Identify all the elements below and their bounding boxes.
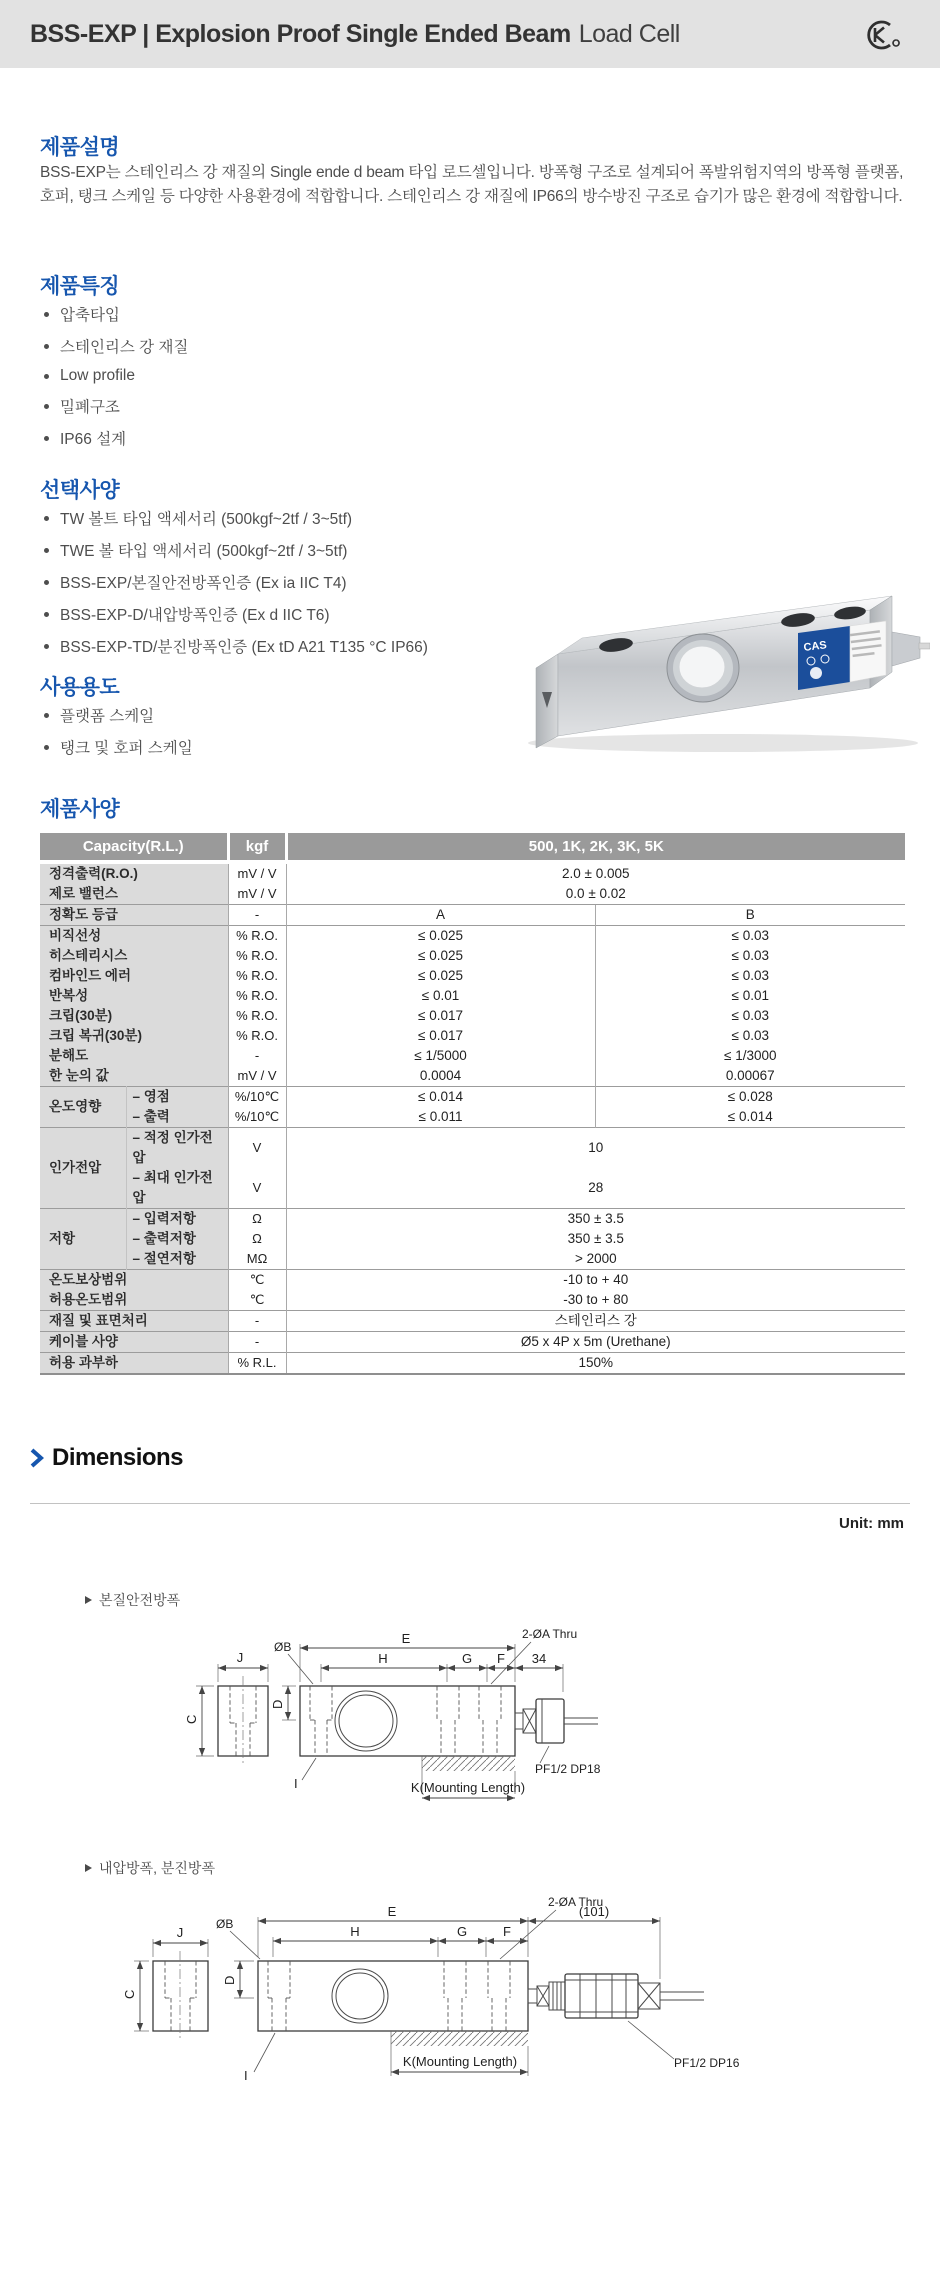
dim-label-c: C	[122, 1989, 137, 1999]
row-value: -10 to + 40	[286, 1270, 905, 1291]
bullet-icon	[44, 374, 49, 379]
row-unit: Ω	[228, 1209, 286, 1230]
row-label: 허용온도범위	[40, 1290, 228, 1311]
row-unit: mV / V	[228, 1066, 286, 1087]
list-item	[44, 427, 188, 449]
row-value: 0.0 ± 0.02	[565, 886, 626, 901]
table-row	[40, 1229, 905, 1249]
row-label: 컴바인드 에러	[40, 966, 228, 986]
row-value-b: ≤ 0.028	[595, 1087, 905, 1108]
page-title-model: BSS-EXP | Explosion Proof Single Ended Beam	[30, 19, 571, 48]
table-row	[40, 1168, 905, 1209]
list-item	[44, 395, 188, 417]
list-item-text: Low profile	[60, 367, 135, 384]
row-value-a: ≤ 0.011	[418, 1109, 463, 1124]
row-label: 정확도 등급	[40, 905, 228, 926]
unit-label: Unit: mm	[839, 1515, 904, 1532]
row-label: 온도보상범위	[40, 1270, 228, 1291]
dim-label-e: E	[401, 1631, 411, 1646]
row-unit: mV / V	[228, 862, 286, 884]
bullet-icon	[44, 580, 49, 585]
row-unit: ℃	[228, 1270, 286, 1291]
row-label: 비직선성	[40, 926, 228, 947]
end-view	[122, 1925, 208, 2041]
header-range-cell: 500, 1K, 2K, 3K, 5K	[286, 833, 905, 862]
row-unit: ℃	[228, 1290, 286, 1311]
load-button	[667, 634, 739, 702]
bullet-icon	[44, 745, 49, 750]
bullet-icon	[44, 404, 49, 409]
dim-label-g: G	[461, 1651, 473, 1666]
row-unit: %/10℃	[228, 1107, 286, 1128]
row-sublabel: – 입력저항	[126, 1209, 228, 1230]
options-list	[44, 507, 428, 667]
row-label: 허용 과부하	[40, 1353, 228, 1375]
list-item-text: 스테인리스 강 재질	[60, 339, 189, 356]
section-title-specs: 제품사양	[40, 798, 120, 821]
drawing2-caption-text: 내압방폭, 분진방폭	[99, 1860, 215, 1876]
row-unit: MΩ	[228, 1249, 286, 1270]
table-row	[40, 1046, 905, 1066]
row-unit: -	[228, 905, 286, 926]
row-value-a: ≤ 0.025	[418, 968, 463, 983]
page-title	[30, 0, 680, 68]
row-unit: V	[228, 1168, 286, 1209]
row-value-b: ≤ 1/3000	[595, 1046, 905, 1066]
dim-label-f: F	[497, 1651, 505, 1666]
list-item	[44, 335, 188, 357]
table-row	[40, 862, 905, 884]
row-unit: -	[228, 1332, 286, 1353]
row-unit: % R.O.	[228, 926, 286, 947]
list-item-text: IP66 설계	[60, 431, 127, 448]
dimensions-title	[30, 1444, 183, 1472]
row-group-label: 온도영향	[40, 1087, 126, 1128]
dim-label-thru: 2-ØA Thru	[522, 1627, 578, 1641]
bullet-icon	[44, 713, 49, 718]
mounting-area	[391, 2031, 528, 2076]
flameproof-fitting	[528, 1904, 740, 2070]
section-title-features: 제품특징	[40, 275, 120, 298]
header-capacity-cell: Capacity(R.L.)	[40, 833, 228, 862]
row-unit: %/10℃	[228, 1087, 286, 1108]
row-unit: V	[228, 1128, 286, 1169]
end-view	[184, 1650, 268, 1766]
row-group-label: 인가전압	[40, 1128, 126, 1209]
row-value-b: ≤ 0.03	[595, 966, 905, 986]
list-item-text: 압축타입	[60, 307, 120, 324]
dim-label-101: (101)	[578, 1904, 610, 1919]
row-label: 크립 복귀(30분)	[40, 1026, 228, 1046]
dimension-drawing-2	[108, 1886, 888, 2136]
kc-certification-icon	[862, 17, 908, 53]
table-row	[40, 1128, 905, 1169]
list-item-text: BSS-EXP/본질안전방폭인증 (Ex ia IIC T4)	[60, 575, 347, 592]
row-sublabel: – 최대 인가전압	[126, 1168, 228, 1209]
table-row	[40, 884, 905, 905]
table-row	[40, 905, 905, 926]
row-value-a: 0.0004	[419, 1068, 462, 1083]
row-value-a: ≤ 0.017	[418, 1028, 463, 1043]
list-item	[44, 603, 428, 625]
row-label: 한 눈의 값	[40, 1066, 228, 1087]
product-photo	[498, 540, 930, 760]
row-value-b: ≤ 0.01	[595, 986, 905, 1006]
row-label: 정격출력(R.O.)	[40, 862, 228, 884]
list-item-text: TW 볼트 타입 액세서리 (500kgf~2tf / 3~5tf)	[60, 511, 353, 528]
row-sublabel: – 영점	[126, 1087, 228, 1108]
row-sublabel: – 출력저항	[126, 1229, 228, 1249]
list-item-text: 플랫폼 스케일	[60, 708, 155, 725]
dim-label-j: J	[236, 1650, 244, 1665]
dim-label-pf: PF1/2 DP16	[674, 2056, 740, 2070]
row-value-a: A	[286, 905, 595, 926]
row-value: -30 to + 80	[563, 1292, 629, 1307]
dim-label-j: J	[176, 1925, 184, 1940]
dim-label-d: D	[270, 1699, 285, 1709]
features-list	[44, 303, 188, 459]
row-label: 분해도	[40, 1046, 228, 1066]
dim-label-h: H	[350, 1924, 360, 1939]
bullet-icon	[44, 548, 49, 553]
dim-label-i: I	[244, 2068, 248, 2083]
dim-label-i: I	[294, 1776, 298, 1791]
section-title-options: 선택사양	[40, 479, 120, 502]
row-value: 150%	[286, 1353, 905, 1375]
row-value-a: ≤ 0.017	[418, 1008, 463, 1023]
list-item-text: TWE 볼 타입 액세서리 (500kgf~2tf / 3~5tf)	[60, 543, 348, 560]
triangle-icon	[85, 1864, 92, 1872]
row-unit: % R.O.	[228, 946, 286, 966]
drawing1-caption	[85, 1590, 180, 1610]
dim-label-k: K(Mounting Length)	[410, 1780, 526, 1795]
row-value: 350 ± 3.5	[286, 1209, 905, 1230]
bullet-icon	[44, 436, 49, 441]
list-item	[44, 367, 188, 385]
row-unit: % R.O.	[228, 1006, 286, 1026]
bullet-icon	[44, 344, 49, 349]
applications-list	[44, 704, 193, 768]
dim-label-pf: PF1/2 DP18	[535, 1762, 601, 1776]
chevron-right-icon	[30, 1447, 44, 1469]
bullet-icon	[44, 516, 49, 521]
list-item-text: 밀폐구조	[60, 399, 120, 416]
table-row	[40, 1006, 905, 1026]
row-label: 재질 및 표면처리	[40, 1311, 228, 1332]
load-cell-image	[498, 540, 930, 760]
row-group-label: 저항	[40, 1209, 126, 1270]
row-unit: % R.O.	[228, 966, 286, 986]
description-text: BSS-EXP는 스테인리스 강 재질의 Single ende d beam 타입 로드셀입니다. 방폭형 구조로 설계되어 폭발위험지역의 방폭형 플랫폼, 호퍼, 탱크 스케일 등 다양한 사용환경에 적합합니다. 스테인리스 강 재질에 IP66의 방수방진 구조로 습기가 많은 환경에 적합합니다.	[40, 164, 904, 206]
list-item	[44, 704, 193, 726]
list-item	[44, 539, 428, 561]
row-value-b: ≤ 0.03	[595, 1006, 905, 1026]
spec-table	[40, 833, 905, 1375]
dim-label-ob: ØB	[274, 1640, 292, 1654]
row-value-a: ≤ 0.025	[418, 948, 463, 963]
dim-label-c: C	[184, 1714, 199, 1724]
page-title-type: Load Cell	[578, 19, 680, 48]
dimensions-title-text: Dimensions	[52, 1444, 184, 1471]
drawing2-caption	[85, 1858, 215, 1878]
list-item	[44, 571, 428, 593]
bullet-icon	[44, 644, 49, 649]
row-label: 케이블 사양	[40, 1332, 228, 1353]
section-title-applications: 사용용도	[40, 676, 120, 699]
row-unit: mV / V	[228, 884, 286, 905]
row-unit: % R.O.	[228, 1026, 286, 1046]
row-label: 히스테리시스	[40, 946, 228, 966]
cable-gland	[515, 1699, 601, 1776]
table-row	[40, 1249, 905, 1270]
dim-label-e: E	[387, 1904, 397, 1919]
row-label: 반복성	[40, 986, 228, 1006]
row-value-b: 0.00067	[595, 1066, 905, 1087]
row-value-b: B	[595, 905, 905, 926]
row-value-b: ≤ 0.03	[595, 946, 905, 966]
list-item-text: BSS-EXP-TD/분진방폭인증 (Ex tD A21 T135 °C IP66)	[60, 639, 428, 656]
row-value: 스테인리스 강	[286, 1311, 905, 1332]
brand-text: CAS	[802, 639, 828, 654]
table-row	[40, 1332, 905, 1353]
page-header	[0, 0, 940, 68]
drawing1-caption-text: 본질안전방폭	[99, 1592, 181, 1608]
row-unit: % R.L.	[228, 1353, 286, 1375]
row-label: 크립(30분)	[40, 1006, 228, 1026]
row-value-b: ≤ 0.03	[595, 926, 905, 947]
row-value-b: ≤ 0.014	[595, 1107, 905, 1128]
table-row	[40, 1087, 905, 1108]
bullet-icon	[44, 612, 49, 617]
table-row	[40, 1311, 905, 1332]
header-unit-cell: kgf	[228, 833, 286, 862]
table-row	[40, 1353, 905, 1375]
table-row	[40, 1209, 905, 1230]
list-item	[44, 736, 193, 758]
row-sublabel: – 적정 인가전압	[126, 1128, 228, 1169]
row-sublabel: – 절연저항	[126, 1249, 228, 1270]
list-item-text: BSS-EXP-D/내압방폭인증 (Ex d IIC T6)	[60, 607, 330, 624]
row-label: 제로 밸런스	[40, 884, 228, 905]
table-row	[40, 1107, 905, 1128]
dim-label-34: 34	[531, 1651, 547, 1666]
mounting-area	[411, 1756, 525, 1798]
list-item	[44, 507, 428, 529]
table-header-row	[40, 833, 905, 862]
row-unit: -	[228, 1046, 286, 1066]
dim-label-d: D	[222, 1975, 237, 1985]
row-value-a: ≤ 0.014	[286, 1087, 595, 1108]
row-unit: Ω	[228, 1229, 286, 1249]
row-value: Ø5 x 4P x 5m (Urethane)	[286, 1332, 905, 1353]
row-sublabel: – 출력	[126, 1107, 228, 1128]
dim-label-thru: 2-ØA Thru	[548, 1895, 604, 1909]
triangle-icon	[85, 1596, 92, 1604]
list-item	[44, 635, 428, 657]
table-row	[40, 946, 905, 966]
row-value-a: ≤ 0.025	[286, 926, 595, 947]
table-row	[40, 986, 905, 1006]
row-value: 2.0 ± 0.005	[286, 862, 905, 884]
row-value: 350 ± 3.5	[567, 1231, 624, 1246]
cable	[919, 643, 930, 649]
list-item	[44, 303, 188, 325]
cable-gland	[892, 632, 920, 666]
dim-label-ob: ØB	[216, 1917, 234, 1931]
list-item-text: 탱크 및 호퍼 스케일	[60, 740, 193, 757]
row-value: 28	[588, 1180, 604, 1195]
dimension-drawing-1	[150, 1620, 870, 1860]
section-title-description: 제품설명	[40, 136, 120, 159]
row-value-b: ≤ 0.03	[595, 1026, 905, 1046]
dim-label-f: F	[503, 1924, 511, 1939]
table-row	[40, 1026, 905, 1046]
table-row	[40, 926, 905, 947]
row-value-a: ≤ 1/5000	[414, 1048, 467, 1063]
dim-label-g: G	[456, 1924, 468, 1939]
table-row	[40, 1066, 905, 1087]
table-row	[40, 1270, 905, 1291]
row-unit: -	[228, 1311, 286, 1332]
table-row	[40, 1290, 905, 1311]
table-row	[40, 966, 905, 986]
dim-label-h: H	[378, 1651, 388, 1666]
row-value-a: ≤ 0.01	[421, 988, 460, 1003]
divider	[30, 1503, 910, 1504]
bullet-icon	[44, 312, 49, 317]
row-value: 10	[286, 1128, 905, 1169]
row-unit: % R.O.	[228, 986, 286, 1006]
dim-label-k: K(Mounting Length)	[402, 2054, 518, 2069]
row-value: > 2000	[574, 1251, 617, 1266]
